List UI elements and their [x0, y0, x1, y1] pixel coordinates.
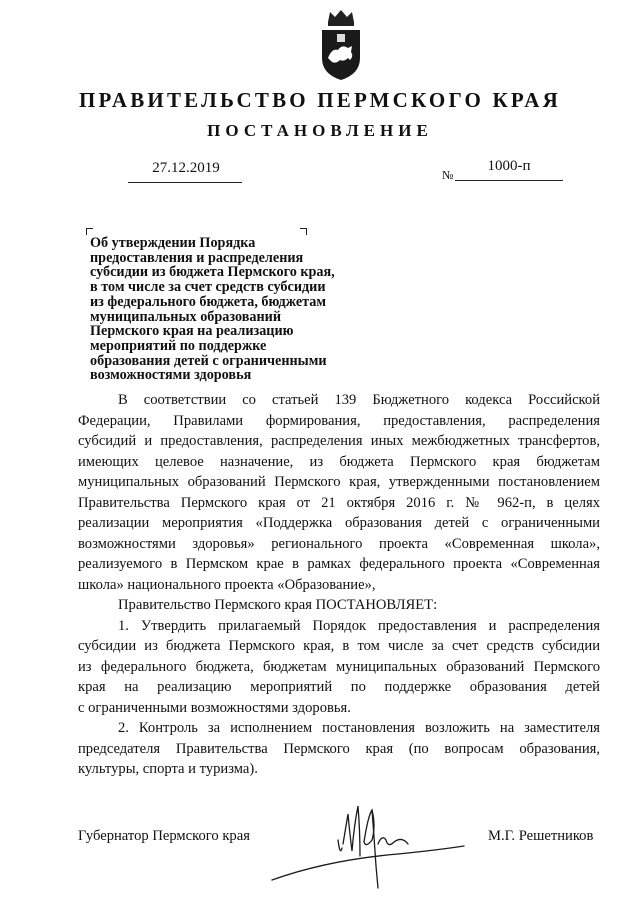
body-line: субсидий и предоставления, распределения иных межбюджетных трансфертов, — [78, 433, 600, 449]
subject-line: из федерального бюджета, бюджетам — [90, 293, 327, 310]
subject-bracket-right — [300, 228, 307, 235]
document-number: 1000-п — [487, 158, 531, 174]
body-line: Федерации, Правилами формирования, предоставления, распределения — [78, 412, 600, 429]
body-line-resolves: Правительство Пермского края ПОСТАНОВЛЯЕТ: — [118, 597, 438, 613]
body-line: культуры, спорта и туризма). — [78, 761, 258, 777]
document-subject — [90, 236, 390, 383]
subject-line: Пермского края на реализацию — [90, 323, 294, 340]
body-line: возможностями здоровья» регионального проекта «Современная школа», — [78, 535, 600, 552]
body-line: субсидии из бюджета Пермского края, в том числе за счет средств субсидии — [78, 638, 600, 654]
body-line: школа» национального проекта «Образование», — [78, 576, 376, 593]
date-underline — [128, 182, 242, 183]
handwritten-signature — [268, 796, 468, 896]
number-underline — [455, 180, 563, 181]
subject-line: муниципальных образований — [90, 308, 282, 325]
body-line: председателя Правительства Пермского края (по вопросам образования, — [78, 740, 600, 757]
number-sign: № — [442, 168, 454, 182]
subject-line: в том числе за счет средств субсидии — [90, 279, 326, 296]
body-line: края на реализацию мероприятий по поддержке образования детей — [78, 679, 600, 695]
subject-bracket-left — [86, 228, 93, 235]
subject-line: мероприятий по поддержке — [90, 337, 267, 354]
body-line: с ограниченными возможностями здоровья. — [78, 699, 351, 716]
body-line: В соответствии со статьей 139 Бюджетного кодекса Российской — [118, 392, 600, 408]
subject-line: возможностями здоровья — [90, 367, 252, 384]
body-line: реализации мероприятия «Поддержка образования детей с ограниченными — [78, 515, 600, 531]
signer-name: М.Г. Решетников — [488, 828, 594, 844]
subject-line: предоставления и распределения — [90, 249, 304, 266]
body-line: реализуемого в Пермском крае в рамках федерального проекта «Современная — [78, 556, 600, 572]
government-title: ПРАВИТЕЛЬСТВО ПЕРМСКОГО КРАЯ — [78, 88, 561, 112]
body-line: 2. Контроль за исполнением постановления возложить на заместителя — [118, 720, 600, 736]
signer-position: Губернатор Пермского края — [78, 828, 250, 844]
coat-of-arms-emblem — [318, 8, 364, 82]
body-line: 1. Утвердить прилагаемый Порядок предоставления и распределения — [118, 617, 600, 634]
subject-line: Об утверждении Порядка — [90, 235, 256, 251]
document-type: ПОСТАНОВЛЕНИЕ — [207, 121, 433, 140]
body-line: имеющих целевое назначение, из бюджета Пермского края бюджетам — [78, 453, 600, 470]
body-line: Правительства Пермского края от 21 октября 2016 г. № 962-п, в целях — [78, 494, 600, 511]
subject-line: образования детей с ограниченными — [90, 352, 327, 369]
document-date: 27.12.2019 — [152, 160, 220, 176]
body-line: муниципальных образований Пермского края, утвержденными постановлением — [78, 474, 600, 490]
subject-line: субсидии из бюджета Пермского края, — [90, 264, 335, 281]
body-line: из федерального бюджета, бюджетам муниципальных образований Пермского — [78, 658, 600, 675]
